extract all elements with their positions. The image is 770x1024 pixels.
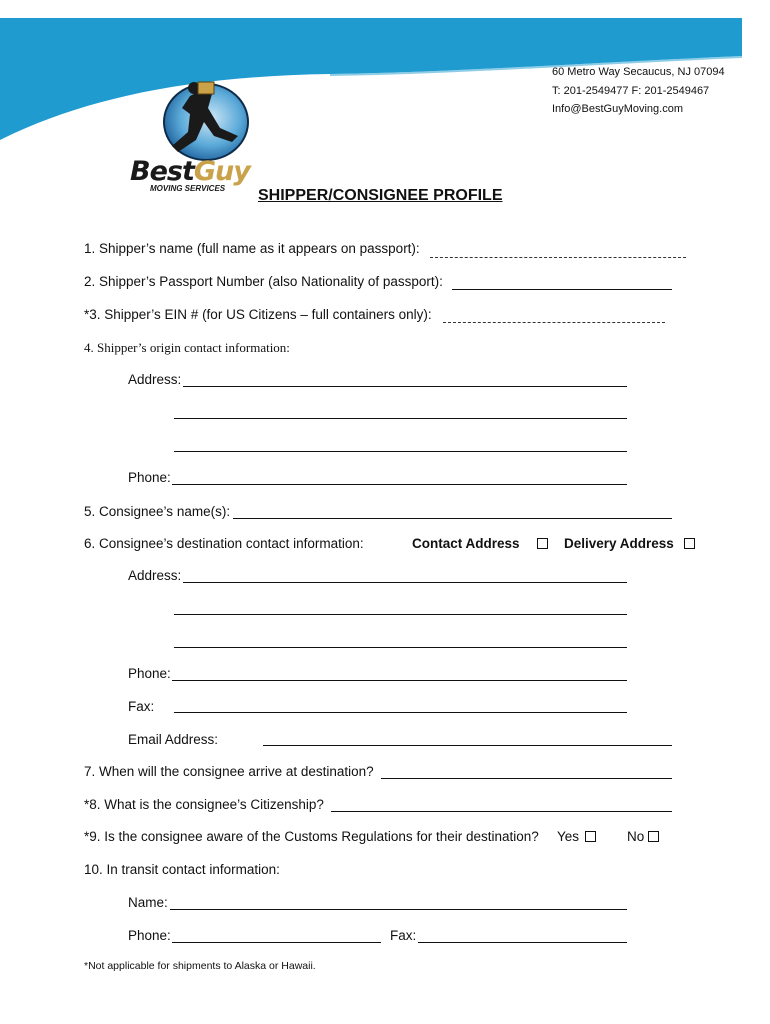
q5-field[interactable]: [233, 518, 672, 519]
q4-address-field-2[interactable]: [174, 418, 627, 419]
q8-field[interactable]: [331, 811, 672, 812]
q6-option-contact[interactable]: [412, 536, 548, 551]
q4-address-field-3[interactable]: [174, 451, 627, 452]
q2-label: 2. Shipper’s Passport Number (also Nationality of passport):: [84, 274, 443, 289]
q7-label: 7. When will the consignee arrive at destination?: [84, 764, 374, 779]
q10-name-field[interactable]: [170, 909, 627, 910]
q10-fax-field[interactable]: [418, 942, 627, 943]
q10-label: 10. In transit contact information:: [84, 862, 280, 877]
q5-label: 5. Consignee’s name(s):: [84, 504, 231, 519]
q6-phone-field[interactable]: [172, 680, 627, 681]
q10-phone-label: Phone:: [128, 928, 171, 943]
logo-tagline: MOVING SERVICES: [150, 184, 226, 193]
footnote: *Not applicable for shipments to Alaska or Hawaii.: [84, 960, 316, 972]
contact-address-checkbox[interactable]: [537, 538, 548, 549]
company-phone-fax: T: 201-2549477 F: 201-2549467: [552, 85, 710, 97]
q6-address-label: Address:: [128, 568, 182, 583]
q3-field[interactable]: [443, 322, 665, 323]
q10-phone-field[interactable]: [172, 942, 381, 943]
customs-no-checkbox[interactable]: [648, 831, 659, 842]
q4-phone-label: Phone:: [128, 470, 171, 485]
delivery-address-checkbox[interactable]: [684, 538, 695, 549]
q6-email-field[interactable]: [263, 745, 672, 746]
q6-address-field-2[interactable]: [174, 614, 627, 615]
q4-label: 4. Shipper’s origin contact information:: [84, 340, 290, 355]
q8-label: *8. What is the consignee’s Citizenship?: [84, 797, 324, 812]
q4-address-label: Address:: [128, 372, 182, 387]
company-email: Info@BestGuyMoving.com: [552, 103, 683, 115]
company-logo: [128, 78, 278, 198]
q4-address-field-1[interactable]: [183, 386, 627, 387]
q9-yes-label: Yes: [557, 829, 580, 844]
q6-label: 6. Consignee’s destination contact information:: [84, 536, 364, 551]
q10-name-label: Name:: [128, 895, 168, 910]
q2-field[interactable]: [452, 289, 672, 290]
q6-fax-label: Fax:: [128, 699, 155, 714]
q6-delivery-label: Delivery Address: [564, 536, 674, 551]
q9-label: *9. Is the consignee aware of the Customs Regulations for their destination?: [84, 829, 539, 844]
q6-fax-field[interactable]: [174, 712, 627, 713]
logo-name-guy: Guy: [193, 156, 250, 187]
q6-email-label: Email Address:: [128, 732, 219, 747]
q6-option-delivery[interactable]: [564, 536, 695, 551]
q3-label: *3. Shipper’s EIN # (for US Citizens – full containers only):: [84, 307, 432, 322]
customs-yes-checkbox[interactable]: [585, 831, 596, 842]
header-band: [0, 0, 770, 160]
q9-option-yes[interactable]: [557, 829, 596, 844]
q6-phone-label: Phone:: [128, 666, 171, 681]
q1-label: 1. Shipper’s name (full name as it appears on passport):: [84, 241, 420, 256]
q6-contact-label: Contact Address: [412, 536, 520, 551]
q1-field[interactable]: [430, 257, 686, 258]
q9-no-label: No: [627, 829, 645, 844]
q10-fax-label: Fax:: [390, 928, 417, 943]
q9-option-no[interactable]: [627, 829, 659, 844]
q6-address-field-1[interactable]: [183, 582, 627, 583]
q7-field[interactable]: [381, 778, 672, 779]
q4-phone-field[interactable]: [172, 484, 627, 485]
page-title: SHIPPER/CONSIGNEE PROFILE: [258, 187, 503, 204]
company-address: 60 Metro Way Secaucus, NJ 07094: [552, 66, 725, 78]
logo-name-best: Best: [130, 156, 194, 187]
q6-address-field-3[interactable]: [174, 647, 627, 648]
